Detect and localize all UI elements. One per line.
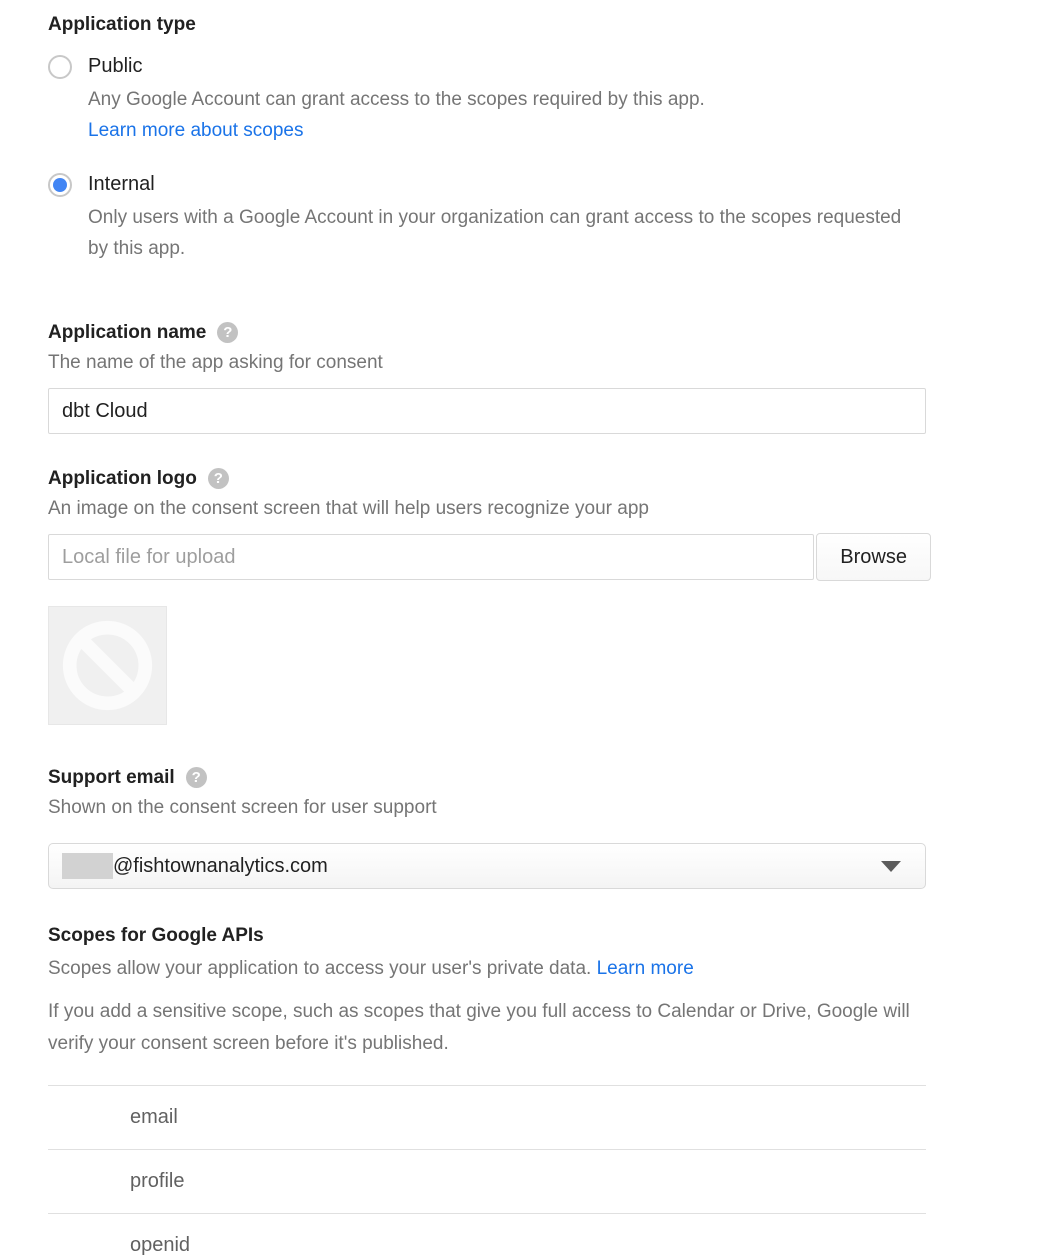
internal-radio[interactable] [48,173,72,197]
support-email-label: Support email [48,767,175,788]
support-email-select[interactable] [48,843,926,889]
radio-option-public [48,53,926,146]
application-name-section [48,321,926,434]
scopes-learn-more-link[interactable]: Learn more [596,958,694,979]
internal-description: Only users with a Google Account in your organization can grant access to the scopes requested by this app. [88,207,902,259]
application-logo-label: Application logo [48,468,197,489]
application-type-heading: Application type [48,14,196,35]
scopes-heading: Scopes for Google APIs [48,925,264,946]
support-email-description: Shown on the consent screen for user support [48,797,437,818]
browse-button[interactable]: Browse [816,533,931,581]
application-name-label: Application name [48,322,207,343]
scopes-section [48,924,926,1260]
support-email-section [48,766,926,889]
scopes-table [48,1085,926,1260]
learn-more-scopes-link[interactable]: Learn more about scopes [88,120,304,141]
application-logo-description: An image on the consent screen that will help users recognize your app [48,498,649,519]
logo-preview [48,606,167,725]
scope-row: profile [48,1149,926,1213]
public-radio-dot [53,60,67,74]
prohibition-icon [55,613,160,718]
public-radio[interactable] [48,55,72,79]
application-logo-section [48,467,926,725]
application-name-description: The name of the app asking for consent [48,352,383,373]
public-radio-label[interactable]: Public [88,55,143,77]
dropdown-arrow-icon [881,861,901,872]
public-description: Any Google Account can grant access to the scopes required by this app. [88,89,705,110]
scopes-sensitive-note: If you add a sensitive scope, such as scopes that give you full access to Calendar or Drive, Google will verify your consent screen before it's published. [48,1001,910,1054]
help-icon[interactable]: ? [186,767,207,788]
scope-row: email [48,1085,926,1149]
help-icon[interactable]: ? [208,468,229,489]
scope-row: openid [48,1213,926,1260]
radio-option-internal [48,171,926,264]
support-email-value: @fishtownanalytics.com [113,855,328,877]
help-icon[interactable]: ? [217,322,238,343]
logo-file-input[interactable] [48,534,814,580]
scopes-description: Scopes allow your application to access your user's private data. [48,958,592,979]
application-name-input[interactable] [48,388,926,434]
redacted-email-user [62,853,113,879]
internal-radio-label[interactable]: Internal [88,173,155,195]
internal-radio-dot [53,178,67,192]
